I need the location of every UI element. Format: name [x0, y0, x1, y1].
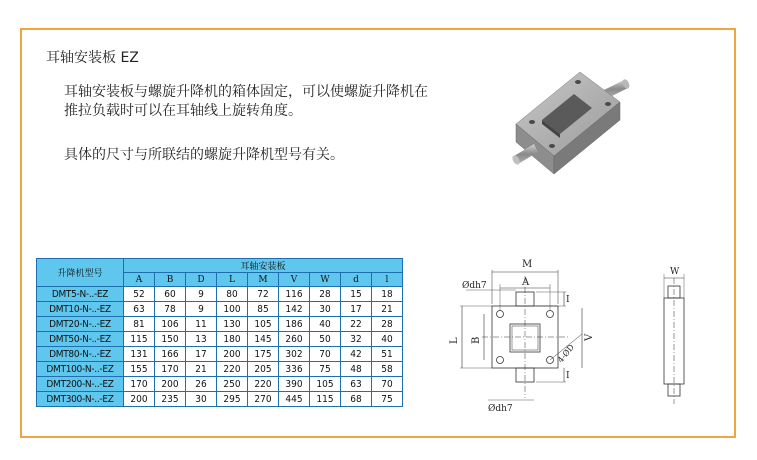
value-cell: 28 [310, 287, 341, 302]
column-header-W: W [310, 273, 341, 287]
value-cell: 270 [248, 392, 279, 407]
column-header-D: D [186, 273, 217, 287]
model-cell: DMT50-N-..-EZ [37, 332, 124, 347]
column-header-d: d [341, 273, 372, 287]
value-cell: 63 [124, 302, 155, 317]
value-cell: 58 [372, 362, 403, 377]
value-cell: 42 [341, 347, 372, 362]
value-cell: 105 [310, 377, 341, 392]
label-phi-bottom: Ødh7 [488, 404, 513, 414]
value-cell: 78 [155, 302, 186, 317]
label-V: V [584, 333, 595, 341]
value-cell: 18 [372, 287, 403, 302]
value-cell: 235 [155, 392, 186, 407]
table-row [37, 287, 403, 302]
label-4-phiD: 4-ØD [555, 342, 577, 365]
label-A: A [522, 277, 530, 288]
value-cell: 21 [186, 362, 217, 377]
value-cell: 21 [372, 302, 403, 317]
column-header-l: l [372, 273, 403, 287]
description-paragraph-1: 耳轴安装板与螺旋升降机的箱体固定，可以使螺旋升降机在推拉负载时可以在耳轴线上旋转角度。 [64, 84, 428, 119]
label-M: M [522, 259, 533, 270]
value-cell: 142 [279, 302, 310, 317]
value-cell: 295 [217, 392, 248, 407]
value-cell: 155 [124, 362, 155, 377]
value-cell: 70 [372, 377, 403, 392]
mount-hole [605, 102, 611, 106]
value-cell: 75 [310, 362, 341, 377]
table-row [37, 392, 403, 407]
specification-table [36, 258, 403, 407]
label-I-top: I [566, 295, 570, 305]
value-cell: 106 [155, 317, 186, 332]
value-cell: 336 [279, 362, 310, 377]
value-cell: 205 [248, 362, 279, 377]
label-I-bottom: I [566, 371, 570, 381]
value-cell: 220 [248, 377, 279, 392]
value-cell: 390 [279, 377, 310, 392]
label-L: L [449, 337, 460, 344]
table-row [37, 362, 403, 377]
column-header-M: M [248, 273, 279, 287]
dimension-group-header: 耳轴安装板 [124, 259, 403, 273]
value-cell: 130 [217, 317, 248, 332]
value-cell: 105 [248, 317, 279, 332]
value-cell: 68 [341, 392, 372, 407]
value-cell: 85 [248, 302, 279, 317]
value-cell: 26 [186, 377, 217, 392]
value-cell: 131 [124, 347, 155, 362]
value-cell: 75 [372, 392, 403, 407]
column-header-L: L [217, 273, 248, 287]
table-row [37, 302, 403, 317]
label-W: W [670, 267, 680, 277]
value-cell: 11 [186, 317, 217, 332]
value-cell: 32 [341, 332, 372, 347]
value-cell: 40 [372, 332, 403, 347]
value-cell: 200 [155, 377, 186, 392]
drawing-hole [497, 357, 504, 364]
value-cell: 100 [217, 302, 248, 317]
value-cell: 166 [155, 347, 186, 362]
mount-hole [549, 144, 555, 148]
value-cell: 170 [155, 362, 186, 377]
model-cell: DMT20-N-..-EZ [37, 317, 124, 332]
value-cell: 186 [279, 317, 310, 332]
value-cell: 70 [310, 347, 341, 362]
table-row [37, 332, 403, 347]
value-cell: 220 [217, 362, 248, 377]
model-cell: DMT10-N-..-EZ [37, 302, 124, 317]
value-cell: 60 [155, 287, 186, 302]
technical-drawing [449, 248, 704, 416]
page-title: 耳轴安装板 EZ [46, 50, 139, 66]
value-cell: 63 [341, 377, 372, 392]
value-cell: 72 [248, 287, 279, 302]
side-view [664, 274, 684, 404]
value-cell: 116 [279, 287, 310, 302]
model-cell: DMT100-N-..-EZ [37, 362, 124, 377]
value-cell: 200 [124, 392, 155, 407]
mount-hole [529, 120, 535, 124]
value-cell: 40 [310, 317, 341, 332]
label-B: B [471, 336, 482, 344]
model-cell: DMT300-N-..-EZ [37, 392, 124, 407]
value-cell: 200 [217, 347, 248, 362]
table-row [37, 347, 403, 362]
value-cell: 9 [186, 287, 217, 302]
value-cell: 81 [124, 317, 155, 332]
value-cell: 28 [372, 317, 403, 332]
model-cell: DMT200-N-..-EZ [37, 377, 124, 392]
value-cell: 115 [310, 392, 341, 407]
value-cell: 302 [279, 347, 310, 362]
value-cell: 80 [217, 287, 248, 302]
model-cell: DMT80-N-..-EZ [37, 347, 124, 362]
value-cell: 48 [341, 362, 372, 377]
column-header-B: B [155, 273, 186, 287]
value-cell: 170 [124, 377, 155, 392]
value-cell: 250 [217, 377, 248, 392]
value-cell: 51 [372, 347, 403, 362]
trunnion-plate-render [508, 62, 634, 180]
label-phi-top: Ødh7 [462, 281, 487, 291]
value-cell: 260 [279, 332, 310, 347]
drawing-hole [547, 311, 554, 318]
value-cell: 9 [186, 302, 217, 317]
value-cell: 180 [217, 332, 248, 347]
value-cell: 13 [186, 332, 217, 347]
table-row [37, 317, 403, 332]
value-cell: 30 [310, 302, 341, 317]
model-cell: DMT5-N-..-EZ [37, 287, 124, 302]
value-cell: 17 [341, 302, 372, 317]
model-column-header: 升降机型号 [37, 259, 124, 287]
value-cell: 145 [248, 332, 279, 347]
value-cell: 175 [248, 347, 279, 362]
value-cell: 22 [341, 317, 372, 332]
value-cell: 150 [155, 332, 186, 347]
drawing-hole [497, 311, 504, 318]
value-cell: 15 [341, 287, 372, 302]
column-header-A: A [124, 273, 155, 287]
value-cell: 52 [124, 287, 155, 302]
value-cell: 50 [310, 332, 341, 347]
table-row [37, 377, 403, 392]
column-header-V: V [279, 273, 310, 287]
value-cell: 17 [186, 347, 217, 362]
value-cell: 445 [279, 392, 310, 407]
value-cell: 115 [124, 332, 155, 347]
description-paragraph-2: 具体的尺寸与所联结的螺旋升降机型号有关。 [64, 147, 344, 163]
mount-hole [575, 80, 581, 84]
value-cell: 30 [186, 392, 217, 407]
